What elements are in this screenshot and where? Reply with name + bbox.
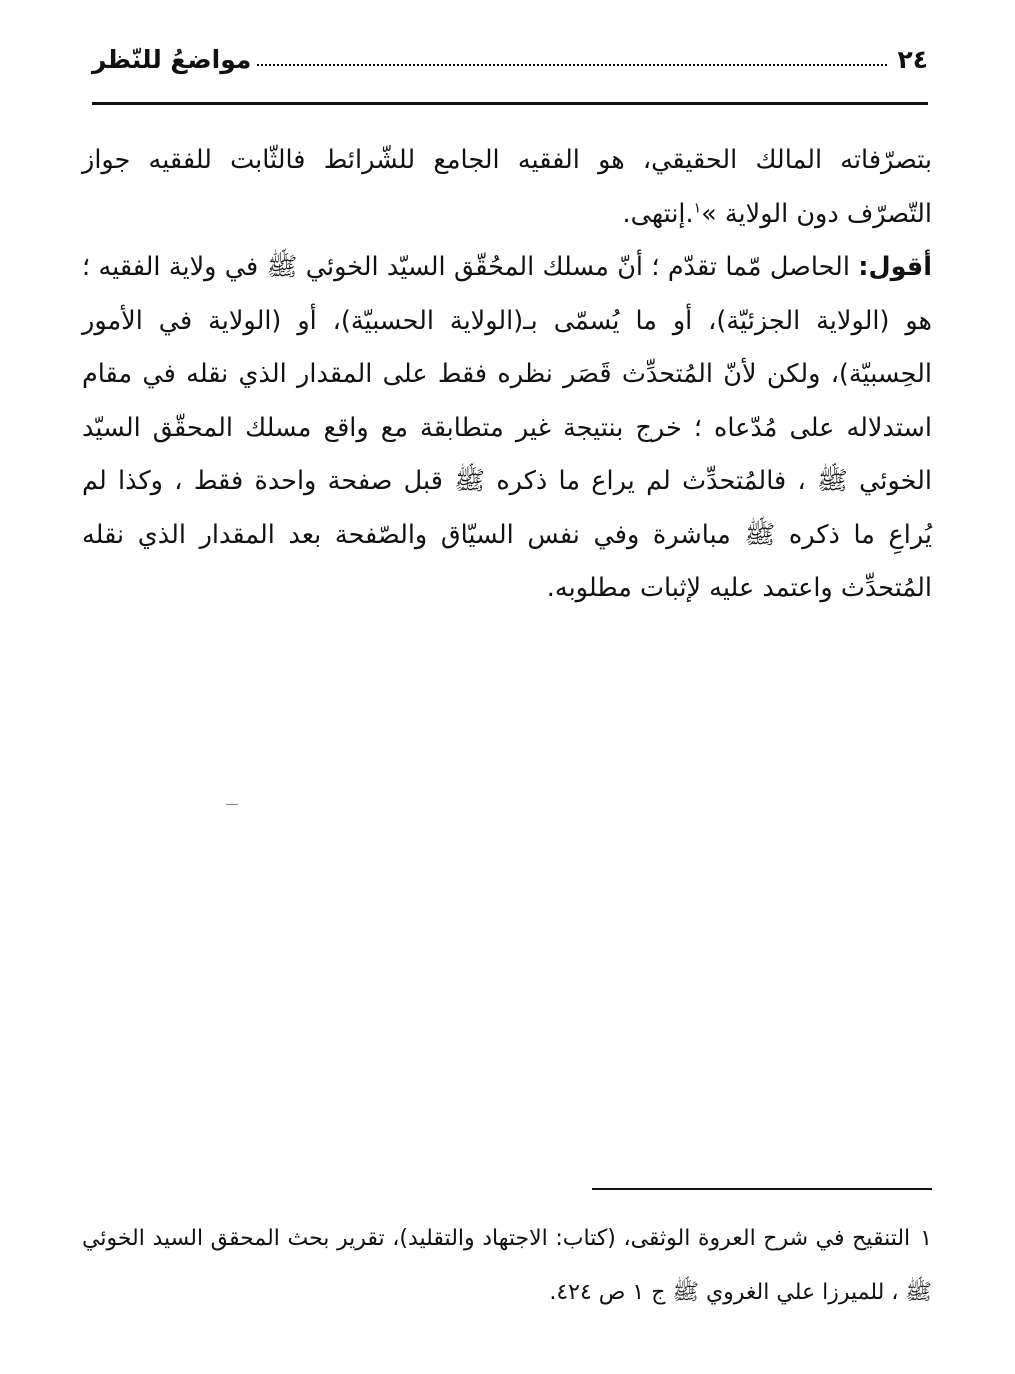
book-title: مواضعُ للنّظر: [92, 45, 252, 74]
stray-mark: [226, 804, 238, 805]
footnote-number: ١: [920, 1226, 932, 1251]
footnote-text: التنقيح في شرح العروة الوثقى، (كتاب: الاجتهاد والتقليد)، تقرير بحث المحقق السيد الخوئي ﷺ ، للميرزا علي الغروي ﷺ ج ١ ص ٤٢٤.: [82, 1226, 932, 1305]
paragraph-text: بتصرّفاته المالك الحقيقي، هو الفقيه الجامع للشّرائط فالثّابت للفقيه جواز التّصرّف دون الولاية »: [82, 145, 932, 229]
header-leader-dots: [257, 63, 887, 66]
footnote-rule: [592, 1188, 932, 1190]
paragraph-end: .إنتهى.: [622, 198, 694, 229]
paragraph: [82, 241, 932, 616]
paragraph-text: الحاصل مّما تقدّم ؛ أنّ مسلك المحُقّق السيّد الخوئي ﷺ في ولاية الفقيه ؛ هو (الولاية الجزئيّة)، أو ما يُسمّى بـ(الولاية الحسبيّة)، أو (الولاية في الأمور الحِسبيّة)، ولكن لأنّ المُتحدِّث قَصَر نظره فقط على المقدار الذي نقله في مقام استدلاله على مُدّعاه ؛ خرج بنتيجة غير متطابقة مع واقع مسلك المحقّق السيّد الخوئي ﷺ ، فالمُتحدِّث لم يراع ما ذكره ﷺ قبل صفحة واحدة فقط ، وكذا لم يُراعِ ما ذكره ﷺ مباشرة وفي نفس السيّاق والصّفحة بعد المقدار الذي نقله المُتحدِّث واعتمد عليه لإثبات مطلوبه.: [82, 252, 932, 603]
page-number: ٢٤: [897, 45, 928, 74]
footnote: [82, 1212, 932, 1320]
header-rule: [92, 102, 928, 105]
paragraph: [82, 134, 932, 241]
footnote-reference[interactable]: ١: [693, 200, 702, 216]
paragraph-lead: أقول:: [858, 252, 932, 282]
main-text: [82, 134, 932, 616]
running-header: [92, 30, 928, 74]
